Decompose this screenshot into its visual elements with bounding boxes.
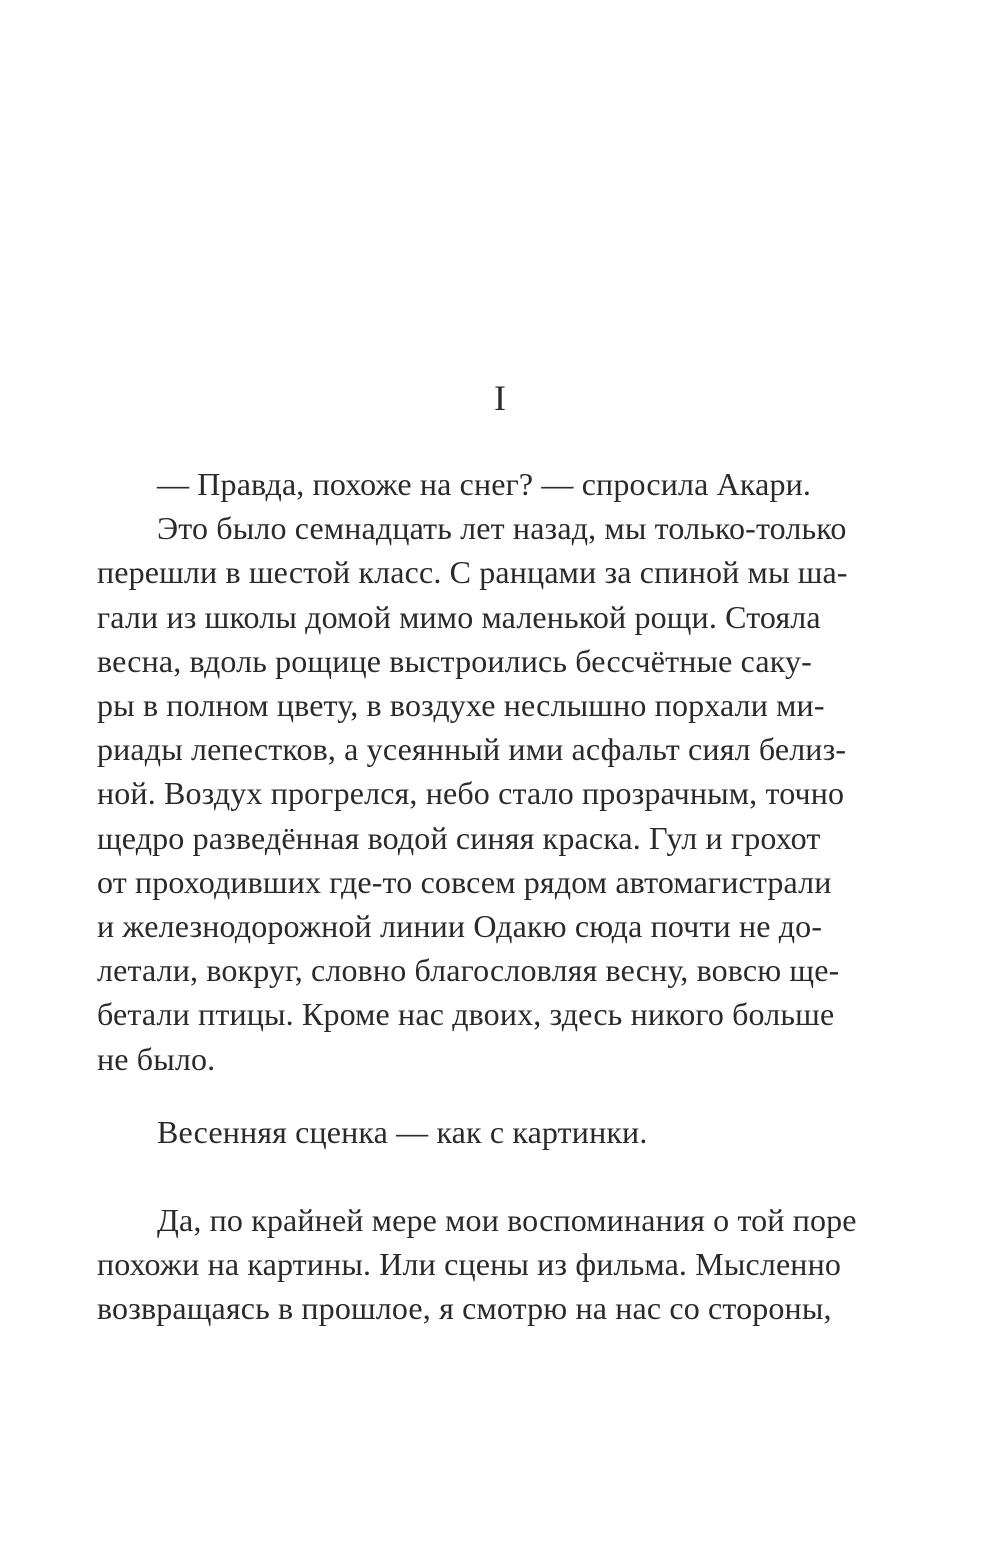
text-line: риады лепестков, а усеянный ими асфальт сиял белиз- <box>97 731 847 768</box>
text-line: от проходивших где-то совсем рядом автомагистрали <box>97 863 832 900</box>
text-line: гали из школы домой мимо маленькой рощи. Стояла <box>97 598 821 635</box>
text-line: возвращаясь в прошлое, я смотрю на нас со стороны, <box>97 1290 832 1327</box>
text-block-scene <box>97 1110 839 1154</box>
chapter-number: I <box>494 378 506 418</box>
text-line: весна, вдоль рощице выстроились бессчётные саку- <box>97 642 812 679</box>
paragraph-narrative <box>97 506 848 1081</box>
text-line: летали, вокруг, словно благословляя весну, вовсю ще- <box>97 952 840 989</box>
text-line: ры в полном цвету, в воздухе неслышно порхали ми- <box>97 687 825 724</box>
text-line: Весенняя сценка — как с картинки. <box>157 1114 648 1150</box>
text-line: не было. <box>97 1040 216 1077</box>
text-line: — Правда, похоже на снег? — спросила Акари. <box>157 466 812 502</box>
paragraph-scene <box>97 1110 839 1154</box>
paragraph-dialogue <box>97 462 839 506</box>
paragraph-memories <box>97 1198 857 1331</box>
text-line: и железнодорожной линии Одакю сюда почти не до- <box>97 908 823 945</box>
text-line: Да, по крайней мере мои воспоминания о той поре <box>157 1202 857 1238</box>
text-block-memories <box>97 1198 857 1331</box>
text-block-main <box>97 462 848 1081</box>
text-line: похожи на картины. Или сцены из фильма. Мысленно <box>97 1246 842 1283</box>
text-line: бетали птицы. Кроме нас двоих, здесь никого больше <box>97 996 835 1033</box>
text-line: щедро разведённая водой синяя краска. Гул и грохот <box>97 819 821 856</box>
text-line: перешли в шестой класс. С ранцами за спиной мы ша- <box>97 554 848 591</box>
text-line: Это было семнадцать лет назад, мы только-только <box>157 510 847 547</box>
text-line: ной. Воздух прогрелся, небо стало прозрачным, точно <box>97 775 845 812</box>
